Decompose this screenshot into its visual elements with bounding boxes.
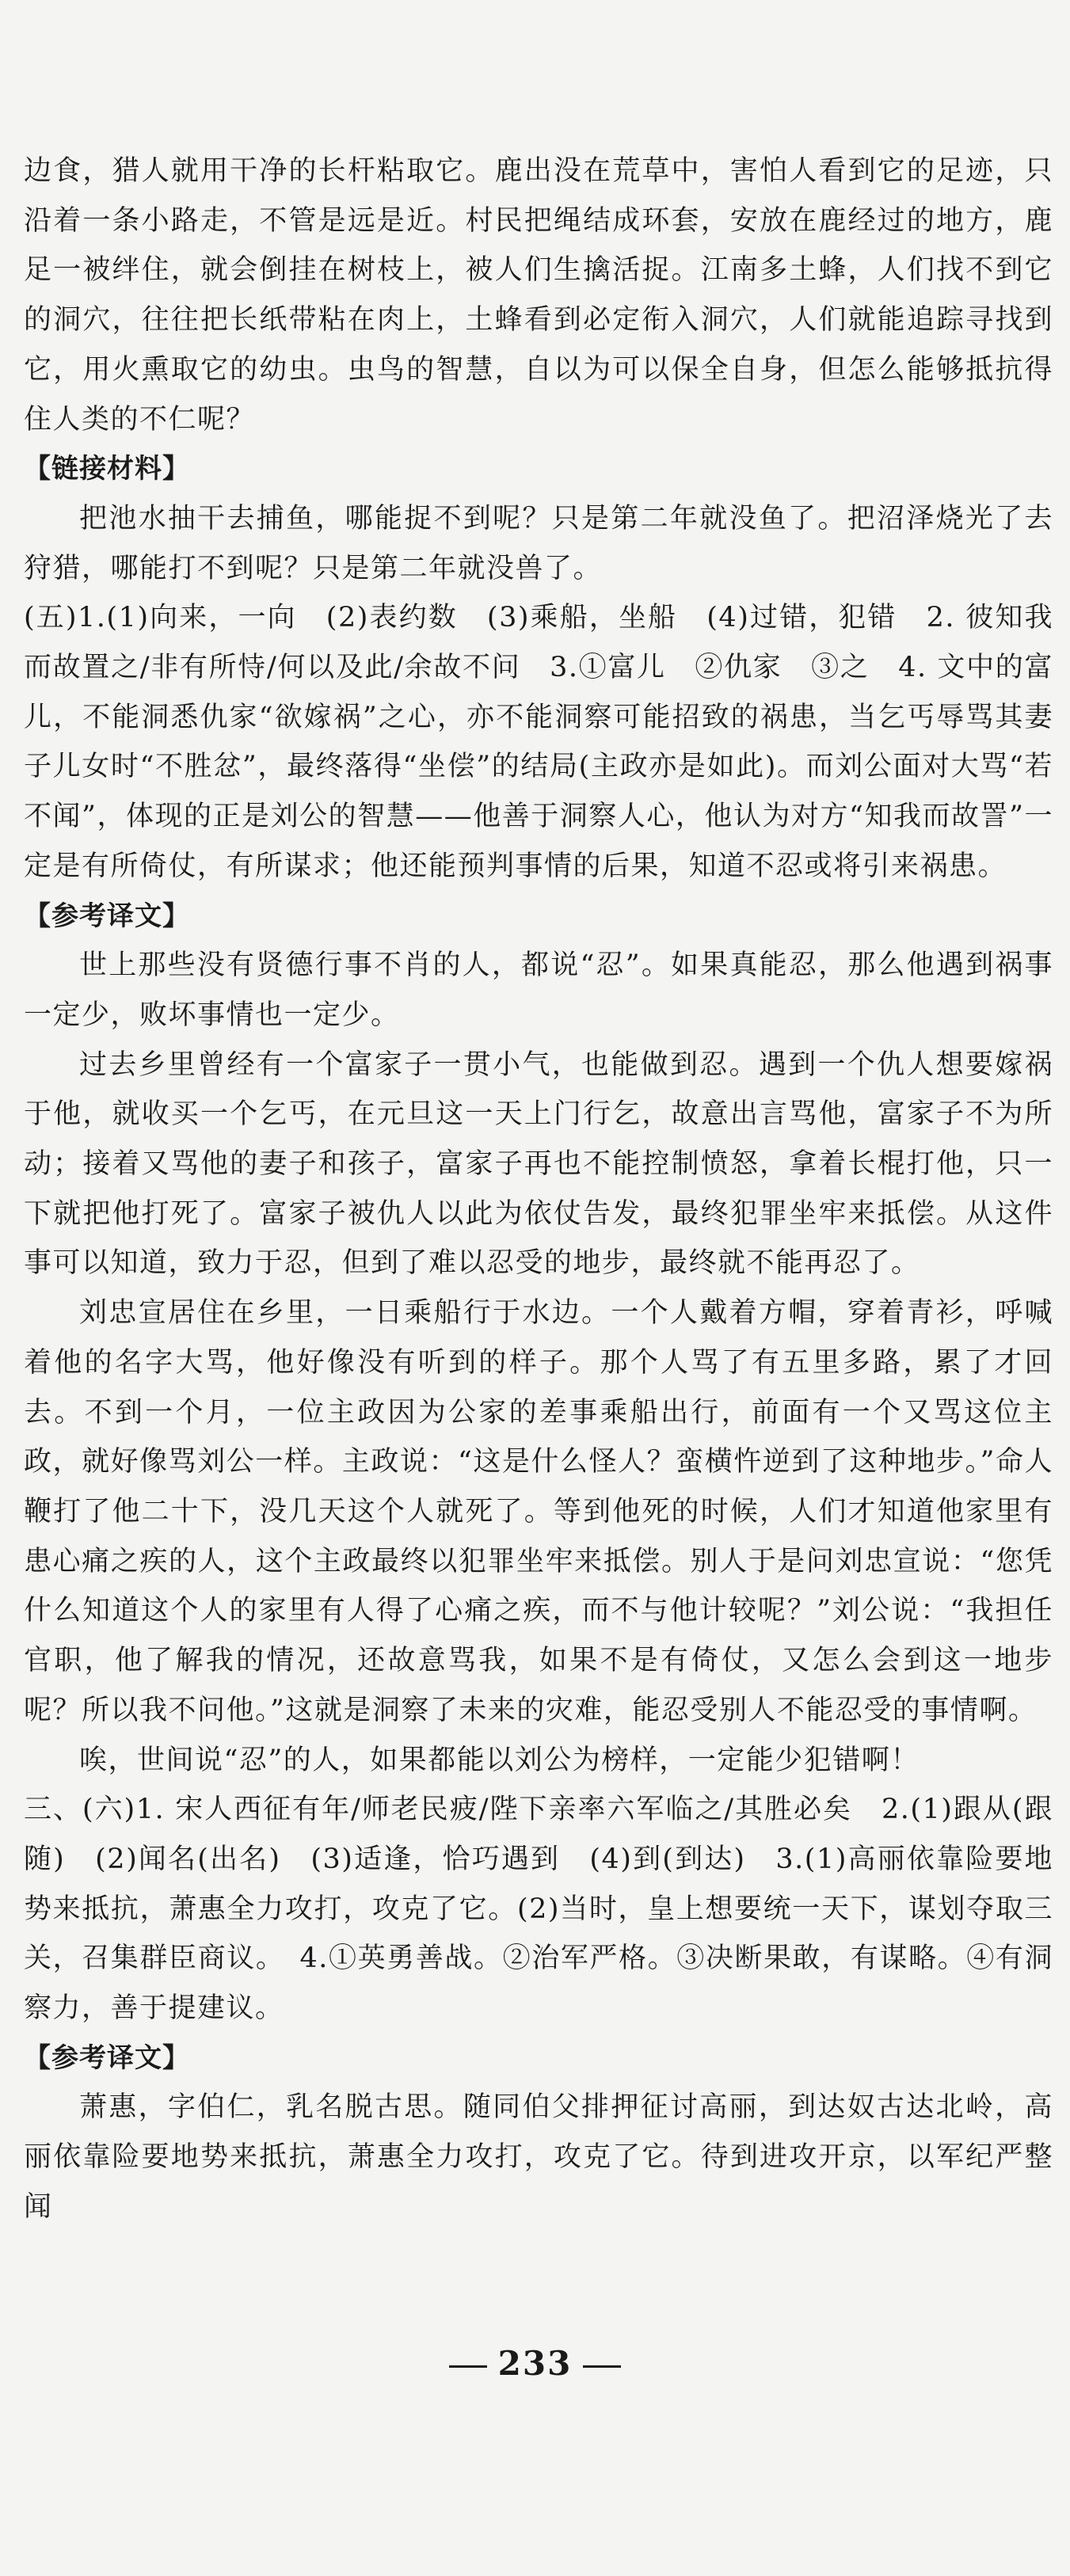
translation-paragraph: 唉，世间说“忍”的人，如果都能以刘公为榜样，一定能少犯错啊！ — [79, 1744, 920, 1776]
translation-paragraph: 世上那些没有贤德行事不肖的人，都说“忍”。如果真能忍，那么他遇到祸事一定少，败坏事情也一定少。 — [24, 949, 1053, 1031]
page-body — [24, 146, 1053, 2232]
translation-paragraph: 萧惠，字伯仁，乳名脱古思。随同伯父排押征讨高丽，到达奴古达北岭，高丽依靠险要地势来抵抗，萧惠全力攻打，攻克了它。待到进攻开京，以军纪严整闻 — [24, 2091, 1053, 2223]
section-heading-reference-translation: 【参考译文】 — [24, 2041, 190, 2074]
translation-paragraph: 边食，猎人就用干净的长杆粘取它。鹿出没在荒草中，害怕人看到它的足迹，只沿着一条小路走，不管是远是近。村民把绳结成环套，安放在鹿经过的地方，鹿足一被绊住，就会倒挂在树枝上，被人们生擒活捉。江南多土蜂，人们找不到它的洞穴，往往把长纸带粘在肉上，土蜂看到必定衔入洞穴，人们就能追踪寻找到它，用火熏取它的幼虫。虫鸟的智慧，自以为可以保全自身，但怎么能够抵抗得住人类的不仁呢？ — [24, 155, 1053, 436]
page-footer — [0, 2344, 1070, 2383]
section-heading-linked-material: 【链接材料】 — [24, 453, 190, 485]
page-number: 233 — [497, 2344, 573, 2383]
linked-material-paragraph: 把池水抽干去捕鱼，哪能捉不到呢？只是第二年就没鱼了。把沼泽烧光了去狩猎，哪能打不到呢？只是第二年就没兽了。 — [24, 502, 1053, 584]
footer-dash-left — [449, 2365, 487, 2368]
footer-dash-right — [583, 2365, 621, 2368]
section-heading-reference-translation: 【参考译文】 — [24, 900, 190, 932]
translation-paragraph: 过去乡里曾经有一个富家子一贯小气，也能做到忍。遇到一个仇人想要嫁祸于他，就收买一个乞丐，在元旦这一天上门行乞，故意出言骂他，富家子不为所动；接着又骂他的妻子和孩子，富家子再也不能控制愤怒，拿着长棍打他，只一下就把他打死了。富家子被仇人以此为依仗告发，最终犯罪坐牢来抵偿。从这件事可以知道，致力于忍，但到了难以忍受的地步，最终就不能再忍了。 — [24, 1048, 1053, 1280]
translation-paragraph: 刘忠宣居住在乡里，一日乘船行于水边。一个人戴着方帽，穿着青衫，呼喊着他的名字大骂，他好像没有听到的样子。那个人骂了有五里多路，累了才回去。不到一个月，一位主政因为公家的差事乘船出行，前面有一个又骂这位主政，就好像骂刘公一样。主政说：“这是什么怪人？蛮横忤逆到了这种地步。”命人鞭打了他二十下，没几天这个人就死了。等到他死的时候，人们才知道他家里有患心痛之疾的人，这个主政最终以犯罪坐牢来抵偿。别人于是问刘忠宣说：“您凭什么知道这个人的家里有人得了心痛之疾，而不与他计较呢？”刘公说：“我担任官职，他了解我的情况，还故意骂我，如果不是有倚仗，又怎么会到这一地步呢？所以我不问他。”这就是洞察了未来的灾难，能忍受别人不能忍受的事情啊。 — [24, 1297, 1053, 1726]
answer-block-six: 三、(六)1. 宋人西征有年/师老民疲/陛下亲率六军临之/其胜必矣 2.(1)跟从(跟随) (2)闻名(出名) (3)适逢，恰巧遇到 (4)到(到达) 3.(1)高丽依靠险要地势来抵抗，萧惠全力攻打，攻克了它。(2)当时，皇上想要统一天下，谋划夺取三关，召集群臣商议。 4.①英勇善战。②治军严格。③决断果敢，有谋略。④有洞察力，善于提建议。 — [24, 1794, 1053, 2025]
answer-block-five: (五)1.(1)向来，一向 (2)表约数 (3)乘船，坐船 (4)过错，犯错 2. 彼知我而故置之/非有所恃/何以及此/余故不问 3.①富儿 ②仇家 ③之 4. 文中的富儿，不能洞悉仇家“欲嫁祸”之心，亦不能洞察可能招致的祸患，当乞丐辱骂其妻子儿女时“不胜忿”，最终落得“坐偿”的结局(主政亦是如此)。而刘公面对大骂“若不闻”，体现的正是刘公的智慧——他善于洞察人心，他认为对方“知我而故詈”一定是有所倚仗，有所谋求；他还能预判事情的后果，知道不忍或将引来祸患。 — [24, 602, 1053, 882]
